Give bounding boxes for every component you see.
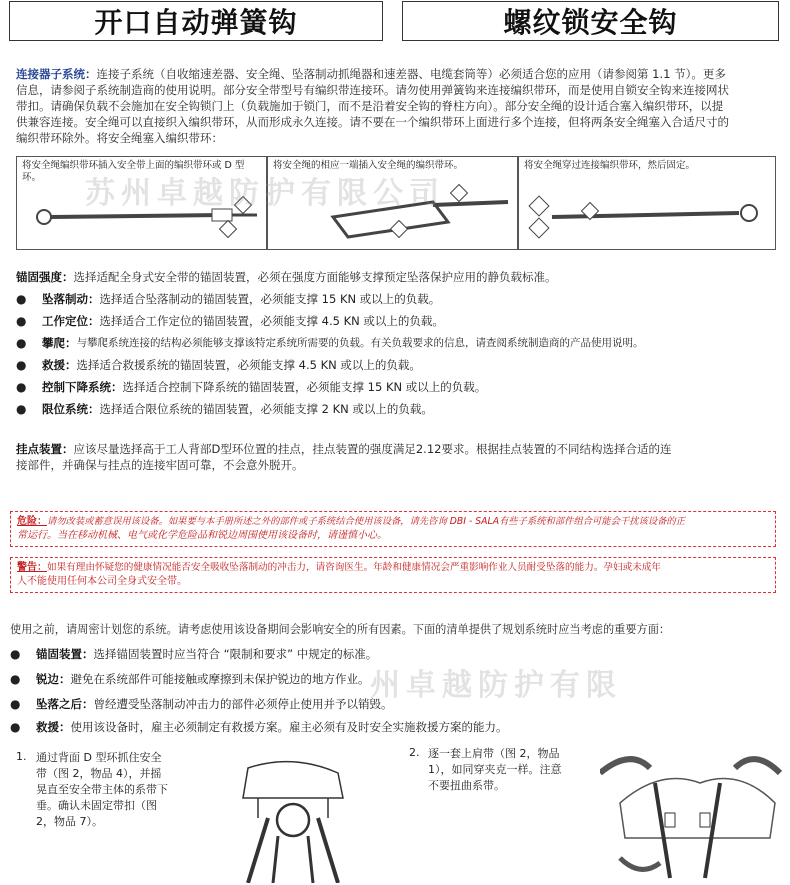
warning-line2: 人不能使用任何本公司全身式安全带。: [17, 576, 187, 587]
planning-item: [10, 696, 393, 712]
planning-item: [10, 719, 508, 735]
hanging-line2: 接部件，并确保与挂点的连接牢固可靠，不会意外脱开。: [16, 458, 304, 472]
anchorage-item: [16, 335, 644, 351]
lanyard-illustration-3: [524, 187, 772, 247]
planning-item-desc: 曾经遭受坠落制动冲击力的部件必须停止使用并予以销毁。: [93, 697, 393, 711]
shoulder-strap-illustration: [600, 748, 785, 883]
hanging-line1: 应该尽量选择高于工人背部D型环位置的挂点，挂点装置的强度满足2.12要求。根据挂点装置的不同结构选择合适的连: [73, 442, 672, 456]
planning-item-term: 救援：: [36, 720, 71, 734]
bullet-icon: ●: [16, 358, 27, 372]
anchorage-item-desc: 选择适合限位系统的锚固装置，必须能支撑 2 KN 或以上的负载。: [99, 402, 433, 416]
panel-3-caption: 将安全绳穿过连接编织带环，然后固定。: [524, 160, 696, 171]
header-left-title: 开口自动弹簧钩: [94, 6, 298, 39]
anchorage-item: [16, 313, 444, 329]
planning-item-term: 锚固装置：: [36, 647, 94, 661]
anchorage-item-desc: 选择适合坠落制动的锚固装置，必须能支撑 15 KN 或以上的负载。: [99, 292, 441, 306]
warning-label: 警告：: [17, 562, 47, 573]
bullet-icon: ●: [10, 697, 21, 711]
connector-label: 连接器子系统：: [16, 67, 97, 81]
planning-item: [10, 646, 377, 662]
connector-line4: 供兼容连接。安全绳可以直接织入编织带环，从而形成永久连接。请不要在一个编织带环上面进行多个连接，但将两条安全绳塞入合适尺寸的: [16, 115, 729, 129]
lanyard-illustration-2: [273, 177, 513, 247]
planning-item-term: 坠落之后：: [36, 697, 94, 711]
warning-line1: 如果有理由怀疑您的健康情况能否安全吸收坠落制动的冲击力，请咨询医生。年龄和健康情况会严重影响作业人员耐受坠落的能力。孕妇或未成年: [47, 562, 661, 573]
panel-2-caption: 将安全绳的相应一端插入安全绳的编织带环。: [273, 160, 464, 171]
watermark-bottom: 州卓越防护有限: [370, 668, 622, 703]
step-1-text: 通过背面 D 型环抓住安全 带（图 2，物品 4），并摇 晃直至安全带主体的系带下 垂。确认未固定带扣（图 2，物品 7）。: [36, 751, 168, 828]
hanging-section: [16, 441, 776, 473]
bullet-icon: ●: [16, 292, 27, 306]
bullet-icon: ●: [10, 672, 21, 686]
warning-box: [10, 557, 776, 593]
anchorage-label: 锚固强度：: [16, 270, 74, 284]
anchorage-item-desc: 选择适合工作定位的锚固装置，必须能支撑 4.5 KN 或以上的负载。: [99, 314, 444, 328]
planning-item: [10, 671, 370, 687]
lanyard-illustration-1: [22, 187, 262, 247]
anchorage-item-term: 控制下降系统：: [42, 380, 123, 394]
bullet-icon: ●: [10, 720, 21, 734]
illustration-panel-3: [518, 156, 776, 250]
harness-hold-illustration: [218, 758, 368, 883]
anchorage-item-term: 工作定位：: [42, 314, 100, 328]
anchorage-item: [16, 291, 440, 307]
anchorage-intro: [16, 269, 776, 285]
bullet-icon: ●: [10, 647, 21, 661]
danger-box: [10, 511, 776, 547]
danger-label: 危险：: [17, 516, 47, 527]
anchorage-item: [16, 357, 421, 373]
anchorage-item-term: 攀爬：: [42, 336, 77, 350]
step-1-number: 1.: [16, 750, 27, 763]
anchorage-item-term: 坠落制动：: [42, 292, 100, 306]
planning-item-desc: 选择锚固装置时应当符合 “限制和要求” 中规定的标准。: [93, 647, 378, 661]
anchorage-text: 选择适配全身式安全带的锚固装置，必须在强度方面能够支撑预定坠落保护应用的静负载标准。: [73, 270, 557, 284]
bullet-icon: ●: [16, 336, 27, 350]
connector-line1: 连接子系统（自收缩速差器、安全绳、坠落制动抓绳器和速差器、电缆套筒等）必须适合您的应用（请参阅第 1.1 节）。更多: [96, 67, 726, 81]
danger-line2: 常运行。当在移动机械、电气或化学危险品和锐边周围使用该设备时，请谨慎小心。: [17, 530, 387, 541]
hanging-label: 挂点装置：: [16, 442, 74, 456]
step-2-number: 2.: [409, 746, 420, 759]
illustration-panel-1: [16, 156, 267, 250]
watermark-top: 苏州卓越防护有限公司: [85, 176, 445, 211]
header-right-box: [402, 1, 779, 41]
planning-intro: 使用之前，请周密计划您的系统。请考虑使用该设备期间会影响安全的所有因素。下面的清单提供了规划系统时应当考虑的重要方面：: [10, 623, 671, 636]
danger-line1: 请勿改装或蓄意误用该设备。如果要与本手册所述之外的部件或子系统结合使用该设备，请先咨询 DBI - SALA有些子系统和部件组合可能会干扰该设备的正: [47, 516, 686, 527]
header-left-box: [9, 1, 383, 41]
anchorage-item: [16, 401, 433, 417]
connector-line3: 带扣。请确保负载不会施加在安全钩锁门上（负载施加于锁门，而不是沿着安全钩的脊柱方向）。部分安全绳的设计适合塞入编织带环，以提: [16, 99, 724, 113]
planning-item-desc: 避免在系统部件可能接触或摩擦到未保护锐边的地方作业。: [70, 672, 370, 686]
bullet-icon: ●: [16, 402, 27, 416]
anchorage-item: [16, 379, 486, 395]
anchorage-item-desc: 选择适合控制下降系统的锚固装置，必须能支撑 15 KN 或以上的负载。: [122, 380, 487, 394]
header-right-title: 螺纹锁安全钩: [503, 6, 678, 39]
connector-line2: 信息，请参阅子系统制造商的使用说明。部分安全带型号有编织带连接环。请勿使用弹簧钩来连接编织带环，而是使用自锁安全钩来连接网状: [16, 83, 729, 97]
anchorage-item-term: 限位系统：: [42, 402, 100, 416]
step-2-text: 逐一套上肩带（图 2，物品 1），如同穿夹克一样。注意 不要扭曲系带。: [428, 747, 562, 792]
illustration-panel-2: [267, 156, 518, 250]
planning-item-term: 锐边：: [36, 672, 71, 686]
anchorage-item-desc: 与攀爬系统连接的结构必须能够支撑该特定系统所需要的负载。有关负载要求的信息，请查阅系统制造商的产品使用说明。: [76, 337, 644, 349]
anchorage-item-desc: 选择适合救援系统的锚固装置，必须能支撑 4.5 KN 或以上的负载。: [76, 358, 421, 372]
anchorage-item-term: 救援：: [42, 358, 77, 372]
connector-section: [16, 66, 776, 146]
bullet-icon: ●: [16, 314, 27, 328]
planning-item-desc: 使用该设备时，雇主必须制定有救援方案。雇主必须有及时安全实施救援方案的能力。: [70, 720, 508, 734]
panel-1-caption: 将安全绳编织带环插入安全带上面的编织带环或 D 型环。: [22, 160, 245, 183]
connector-line5: 编织带环除外。将安全绳塞入编织带环：: [16, 131, 223, 145]
bullet-icon: ●: [16, 380, 27, 394]
